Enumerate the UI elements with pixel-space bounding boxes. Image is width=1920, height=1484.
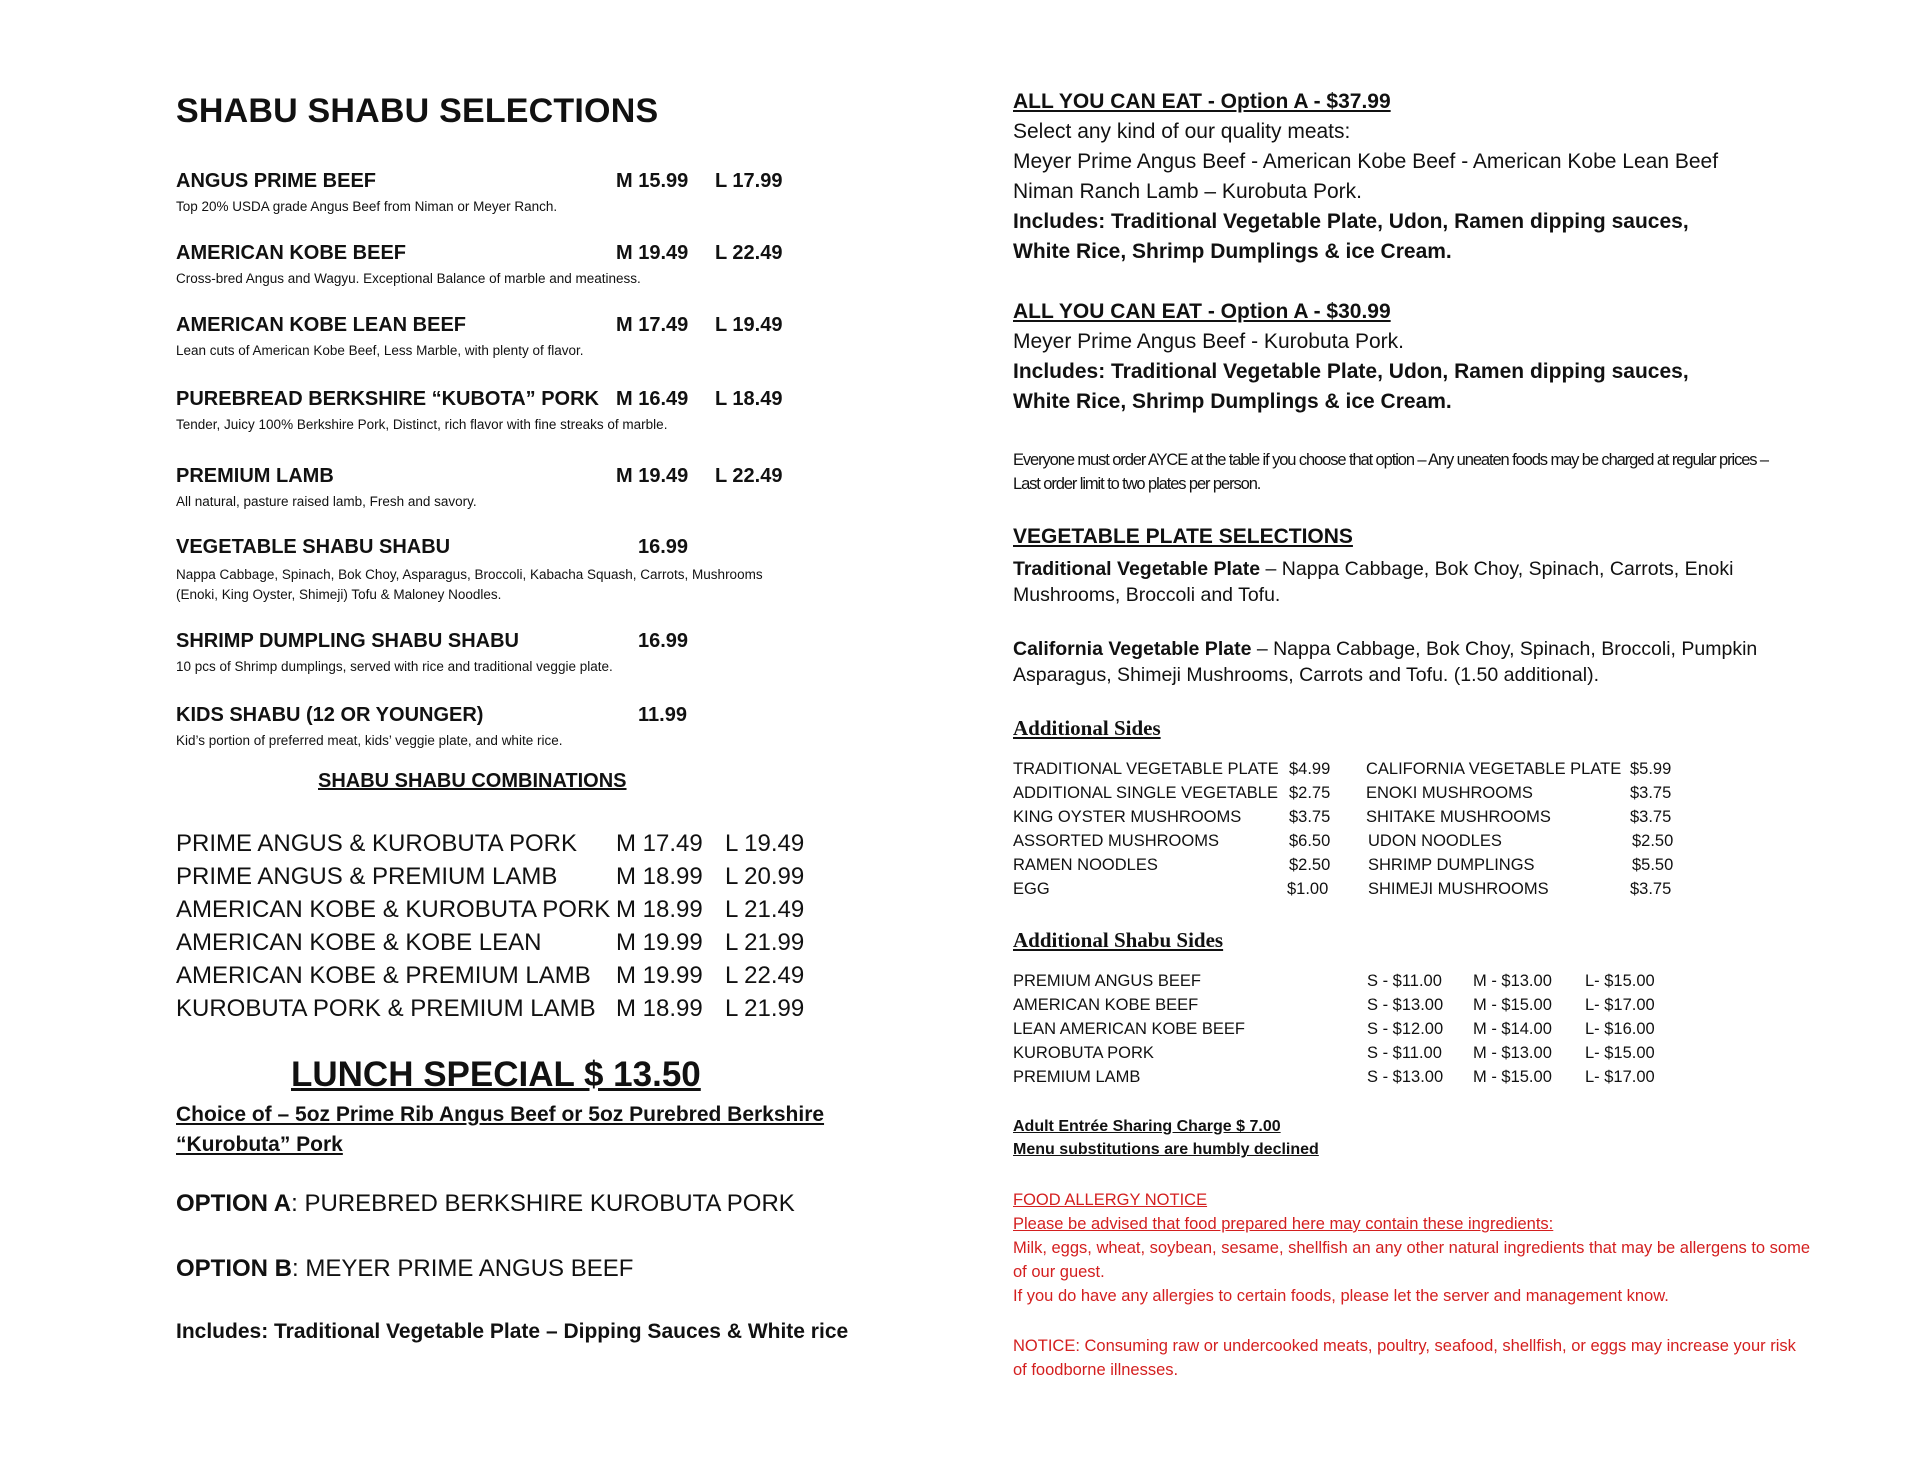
item-name: PUREBREAD BERKSHIRE “KUBOTA” PORK xyxy=(176,388,599,410)
option-label: OPTION A xyxy=(176,1190,292,1217)
item-price: 16.99 xyxy=(638,630,689,652)
item-name: PREMIUM LAMB xyxy=(176,465,334,487)
shabu-side-price-small: S - $11.00 xyxy=(1367,1044,1442,1062)
plate-label: California Vegetable Plate xyxy=(1013,638,1252,660)
shabu-side-name: PREMIUM LAMB xyxy=(1013,1068,1141,1086)
item-description: Kid’s portion of preferred meat, kids’ veggie plate, and white rice. xyxy=(176,733,563,748)
shabu-side-row xyxy=(1013,1020,1873,1044)
item-description: Top 20% USDA grade Angus Beef from Niman or Meyer Ranch. xyxy=(176,199,558,214)
allergy-notice-title: FOOD ALLERGY NOTICE xyxy=(1013,1191,1208,1209)
side-price: $3.75 xyxy=(1630,880,1672,898)
combo-name: AMERICAN KOBE & KOBE LEAN xyxy=(176,929,542,956)
shabu-side-price-small: S - $13.00 xyxy=(1367,1068,1444,1086)
combo-name: AMERICAN KOBE & KUROBUTA PORK xyxy=(176,896,611,923)
ayce-option-a-heading: ALL YOU CAN EAT - Option A - $37.99 xyxy=(1013,90,1391,113)
combo-name: KUROBUTA PORK & PREMIUM LAMB xyxy=(176,995,596,1022)
ayce-option-a-line: Meyer Prime Angus Beef - American Kobe Beef - American Kobe Lean Beef xyxy=(1013,150,1719,173)
item-price: 11.99 xyxy=(638,704,687,726)
ayce-option-a-includes: Includes: Traditional Vegetable Plate, Udon, Ramen dipping sauces, xyxy=(1013,210,1689,233)
side-row xyxy=(1013,856,1873,880)
item-name: AMERICAN KOBE BEEF xyxy=(176,242,407,264)
side-row xyxy=(1013,760,1873,784)
combo-price-large: L 21.99 xyxy=(725,929,805,956)
combo-price-medium: M 18.99 xyxy=(616,863,703,890)
plate-text: – Nappa Cabbage, Bok Choy, Spinach, Carrots, Enoki Mushrooms, Broccoli and Tofu. xyxy=(1013,558,1734,606)
item-description: Lean cuts of American Kobe Beef, Less Marble, with plenty of flavor. xyxy=(176,343,584,358)
item-price-medium: M 15.99 xyxy=(616,170,689,192)
combo-price-medium: M 18.99 xyxy=(616,995,703,1022)
side-name: SHRIMP DUMPLINGS xyxy=(1368,856,1535,874)
california-vegetable-plate xyxy=(1013,636,1833,688)
ayce-option-b-includes: White Rice, Shrimp Dumplings & ice Cream. xyxy=(1013,390,1452,413)
item-price-medium: M 17.49 xyxy=(616,314,689,336)
additional-shabu-sides-heading: Additional Shabu Sides xyxy=(1013,928,1224,952)
item-description: 10 pcs of Shrimp dumplings, served with rice and traditional veggie plate. xyxy=(176,659,613,674)
side-price: $3.75 xyxy=(1630,808,1672,826)
item-price-large: L 19.49 xyxy=(715,314,783,336)
shabu-side-name: PREMIUM ANGUS BEEF xyxy=(1013,972,1201,990)
item-description: Tender, Juicy 100% Berkshire Pork, Distinct, rich flavor with fine streaks of marble. xyxy=(176,417,668,432)
item-price-large: L 22.49 xyxy=(715,242,783,264)
side-price: $5.50 xyxy=(1632,856,1674,874)
item-price-medium: M 19.49 xyxy=(616,242,689,264)
shabu-side-price-large: L- $17.00 xyxy=(1585,996,1655,1014)
shabu-side-price-small: S - $12.00 xyxy=(1367,1020,1444,1038)
shabu-side-name: LEAN AMERICAN KOBE BEEF xyxy=(1013,1020,1245,1038)
option-label: OPTION B xyxy=(176,1255,293,1282)
side-name: TRADITIONAL VEGETABLE PLATE xyxy=(1013,760,1279,778)
substitutions-note: Menu substitutions are humbly declined xyxy=(1013,1141,1319,1158)
combo-name: PRIME ANGUS & KUROBUTA PORK xyxy=(176,830,577,857)
item-price-large: L 17.99 xyxy=(715,170,783,192)
shabu-side-price-medium: M - $15.00 xyxy=(1473,996,1552,1014)
side-row xyxy=(1013,832,1873,856)
lunch-includes: Includes: Traditional Vegetable Plate – Dipping Sauces & White rice xyxy=(176,1320,849,1343)
option-text: : PUREBRED BERKSHIRE KUROBUTA PORK xyxy=(291,1190,795,1217)
side-price: $1.00 xyxy=(1287,880,1329,898)
side-price: $4.99 xyxy=(1289,760,1331,778)
item-price: 16.99 xyxy=(638,536,689,558)
ayce-option-a-line: Select any kind of our quality meats: xyxy=(1013,120,1351,143)
lunch-option-a xyxy=(176,1190,795,1218)
side-name: ENOKI MUSHROOMS xyxy=(1366,784,1533,802)
lunch-choice: Choice of – 5oz Prime Rib Angus Beef or 5oz Purebred Berkshire “Kurobuta” Pork xyxy=(176,1103,825,1156)
side-name: RAMEN NOODLES xyxy=(1013,856,1158,874)
traditional-vegetable-plate xyxy=(1013,556,1833,608)
ayce-notice: Everyone must order AYCE at the table if you choose that option – Any uneaten foods may be charged at regular prices – Last order limit to two plates per person. xyxy=(1013,451,1769,493)
item-price-medium: M 19.49 xyxy=(616,465,689,487)
shabu-side-row xyxy=(1013,1044,1873,1068)
ayce-option-b-heading: ALL YOU CAN EAT - Option A - $30.99 xyxy=(1013,300,1391,323)
side-name: ASSORTED MUSHROOMS xyxy=(1013,832,1219,850)
item-description: Cross-bred Angus and Wagyu. Exceptional Balance of marble and meatiness. xyxy=(176,271,641,286)
item-price-medium: M 16.49 xyxy=(616,388,689,410)
side-name: EGG xyxy=(1013,880,1050,898)
side-name: CALIFORNIA VEGETABLE PLATE xyxy=(1366,760,1622,778)
shabu-side-name: AMERICAN KOBE BEEF xyxy=(1013,996,1199,1014)
combinations-heading: SHABU SHABU COMBINATIONS xyxy=(318,770,627,792)
allergy-tell-server: If you do have any allergies to certain foods, please let the server and management know. xyxy=(1013,1287,1669,1305)
plate-label: Traditional Vegetable Plate xyxy=(1013,558,1261,580)
shabu-side-price-medium: M - $14.00 xyxy=(1473,1020,1552,1038)
vegetable-plate-heading: VEGETABLE PLATE SELECTIONS xyxy=(1013,525,1353,548)
shabu-side-price-large: L- $16.00 xyxy=(1585,1020,1655,1038)
allergy-advised: Please be advised that food prepared here may contain these ingredients: xyxy=(1013,1215,1554,1233)
side-row xyxy=(1013,784,1873,808)
side-price: $5.99 xyxy=(1630,760,1672,778)
side-row xyxy=(1013,880,1873,904)
combo-price-medium: M 17.49 xyxy=(616,830,703,857)
combo-price-large: L 19.49 xyxy=(725,830,805,857)
option-text: : MEYER PRIME ANGUS BEEF xyxy=(292,1255,634,1282)
shabu-side-price-large: L- $17.00 xyxy=(1585,1068,1655,1086)
item-price-large: L 18.49 xyxy=(715,388,783,410)
side-price: $2.50 xyxy=(1632,832,1674,850)
side-row xyxy=(1013,808,1873,832)
item-price-large: L 22.49 xyxy=(715,465,783,487)
combo-price-large: L 21.99 xyxy=(725,995,805,1022)
shabu-side-row xyxy=(1013,996,1873,1020)
side-price: $3.75 xyxy=(1289,808,1331,826)
shabu-side-row xyxy=(1013,1068,1873,1092)
side-name: SHIMEJI MUSHROOMS xyxy=(1368,880,1549,898)
lunch-special-title: LUNCH SPECIAL $ 13.50 xyxy=(291,1055,701,1094)
item-name: AMERICAN KOBE LEAN BEEF xyxy=(176,314,467,336)
ayce-option-a-includes: White Rice, Shrimp Dumplings & ice Cream. xyxy=(1013,240,1452,263)
side-name: UDON NOODLES xyxy=(1368,832,1502,850)
combo-price-medium: M 19.99 xyxy=(616,962,703,989)
combo-name: PRIME ANGUS & PREMIUM LAMB xyxy=(176,863,558,890)
shabu-side-price-medium: M - $15.00 xyxy=(1473,1068,1552,1086)
ayce-option-b-includes: Includes: Traditional Vegetable Plate, Udon, Ramen dipping sauces, xyxy=(1013,360,1689,383)
shabu-side-name: KUROBUTA PORK xyxy=(1013,1044,1154,1062)
item-name: VEGETABLE SHABU SHABU xyxy=(176,536,451,558)
shabu-side-row xyxy=(1013,972,1873,996)
combo-price-medium: M 19.99 xyxy=(616,929,703,956)
item-description: All natural, pasture raised lamb, Fresh and savory. xyxy=(176,494,477,509)
shabu-side-price-large: L- $15.00 xyxy=(1585,972,1655,990)
ayce-option-a-line: Niman Ranch Lamb – Kurobuta Pork. xyxy=(1013,180,1363,203)
shabu-side-price-large: L- $15.00 xyxy=(1585,1044,1655,1062)
item-name: KIDS SHABU (12 OR YOUNGER) xyxy=(176,704,484,726)
additional-sides-heading: Additional Sides xyxy=(1013,716,1161,740)
side-price: $6.50 xyxy=(1289,832,1331,850)
lunch-option-b xyxy=(176,1255,633,1283)
shabu-side-price-small: S - $11.00 xyxy=(1367,972,1442,990)
shabu-side-price-medium: M - $13.00 xyxy=(1473,1044,1552,1062)
allergy-ingredients: Milk, eggs, wheat, soybean, sesame, shellfish an any other natural ingredients that may be allergens to some of our guest. xyxy=(1013,1239,1811,1281)
side-name: KING OYSTER MUSHROOMS xyxy=(1013,808,1242,826)
item-description: Nappa Cabbage, Spinach, Bok Choy, Asparagus, Broccoli, Kabacha Squash, Carrots, Mushrooms (Enoki, King Oyster, Shimeji) Tofu & Maloney Noodles. xyxy=(176,567,763,602)
item-name: SHRIMP DUMPLING SHABU SHABU xyxy=(176,630,519,652)
shabu-side-price-small: S - $13.00 xyxy=(1367,996,1444,1014)
side-name: ADDITIONAL SINGLE VEGETABLE xyxy=(1013,784,1278,802)
combo-name: AMERICAN KOBE & PREMIUM LAMB xyxy=(176,962,591,989)
combo-price-large: L 21.49 xyxy=(725,896,805,923)
side-price: $2.50 xyxy=(1289,856,1331,874)
side-price: $2.75 xyxy=(1289,784,1331,802)
plate-text: – Nappa Cabbage, Bok Choy, Spinach, Broccoli, Pumpkin Asparagus, Shimeji Mushrooms, Carrots and Tofu. (1.50 additional). xyxy=(1013,638,1758,686)
combo-price-medium: M 18.99 xyxy=(616,896,703,923)
page-title: SHABU SHABU SELECTIONS xyxy=(176,92,659,130)
sharing-charge: Adult Entrée Sharing Charge $ 7.00 xyxy=(1013,1118,1281,1135)
side-price: $3.75 xyxy=(1630,784,1672,802)
combo-price-large: L 22.49 xyxy=(725,962,805,989)
raw-food-notice: NOTICE: Consuming raw or undercooked meats, poultry, seafood, shellfish, or eggs may increase your risk of foodborne illnesses. xyxy=(1013,1337,1796,1379)
combo-price-large: L 20.99 xyxy=(725,863,805,890)
item-name: ANGUS PRIME BEEF xyxy=(176,170,377,192)
ayce-option-b-line: Meyer Prime Angus Beef - Kurobuta Pork. xyxy=(1013,330,1405,353)
side-name: SHITAKE MUSHROOMS xyxy=(1366,808,1551,826)
shabu-side-price-medium: M - $13.00 xyxy=(1473,972,1552,990)
